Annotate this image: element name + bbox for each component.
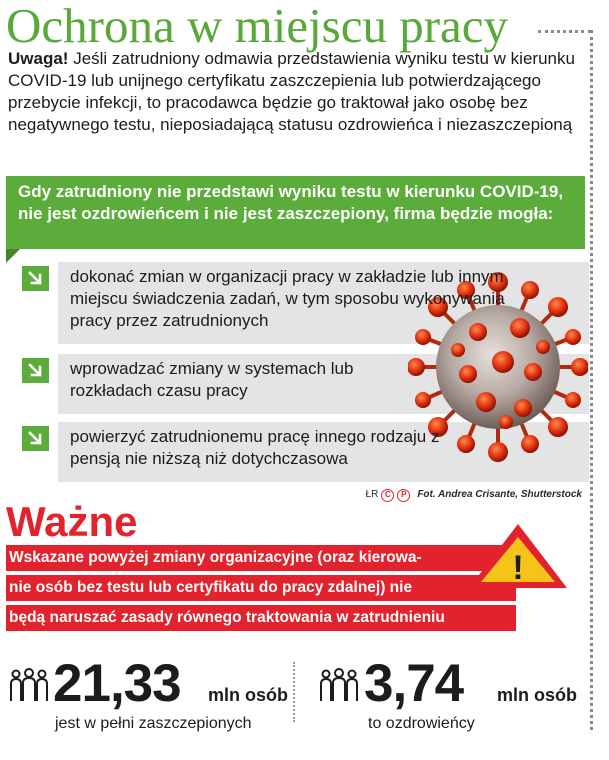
important-line: nie osób bez testu lub certyfikatu do pracy zdalnej) nie bbox=[6, 575, 516, 601]
photo-credit bbox=[342, 488, 582, 502]
intro-lead: Uwaga! bbox=[8, 49, 69, 68]
arrow-down-right-icon bbox=[22, 426, 49, 451]
list-item-text: powierzyć zatrudnionemu pracę innego rodzaju z pensją nie niższą niż dotychczasowa bbox=[70, 427, 440, 468]
warning-triangle-icon bbox=[466, 521, 570, 591]
stat-label: to ozdrowieńcy bbox=[368, 715, 475, 732]
credit-photo: Fot. Andrea Crisante, Shutterstock bbox=[417, 489, 582, 500]
intro-paragraph bbox=[8, 48, 588, 136]
side-dotted-rule bbox=[590, 30, 593, 730]
list-item-text: dokonać zmian w organizacji pracy w zakładzie lub innym miejscu świadczenia zadań, w tym sposobu wykonywania pracy przez zatrudnionych bbox=[70, 267, 505, 330]
copyright-c-icon: C bbox=[381, 489, 394, 502]
green-callout: Gdy zatrudniony nie przedstawi wyniku testu w kierunku COVID-19, nie jest ozdrowieńcem i nie jest zaszczepiony, firma będzie mogła: bbox=[6, 176, 585, 249]
title-dotted-rule bbox=[538, 30, 591, 33]
stat-label: jest w pełni zaszczepionych bbox=[55, 715, 252, 732]
list-item bbox=[58, 262, 589, 344]
warning-mark: ! bbox=[512, 549, 524, 587]
credit-author: ŁR bbox=[365, 489, 379, 500]
stat-divider bbox=[293, 662, 295, 722]
copyright-p-icon: P bbox=[397, 489, 410, 502]
green-callout-tail bbox=[6, 249, 20, 263]
list-item-text: wprowadzać zmiany w systemach lub rozkładach czasu pracy bbox=[70, 359, 354, 400]
arrow-down-right-icon bbox=[22, 358, 49, 383]
stat-value: 3,74 bbox=[364, 654, 464, 713]
people-group-icon bbox=[8, 668, 50, 702]
people-group-icon bbox=[318, 668, 360, 702]
important-heading: Ważne bbox=[6, 498, 138, 545]
page-title: Ochrona w miejscu pracy bbox=[6, 0, 509, 53]
stat-unit: mln osób bbox=[208, 685, 288, 705]
intro-text: Jeśli zatrudniony odmawia przedstawienia wyniku testu w kierunku COVID-19 lub unijnego certyfikatu zaszczepienia lub potwierdzającego przebycie infekcji, to pracodawca będzie go traktował jako osobę bez negatywnego testu, nieposiadającą statusu ozdrowieńca i niezaszczepioną bbox=[8, 49, 575, 134]
stat-unit: mln osób bbox=[497, 685, 577, 705]
important-line: będą naruszać zasady równego traktowania w zatrudnieniu bbox=[6, 605, 516, 631]
arrow-down-right-icon bbox=[22, 266, 49, 291]
stat-value: 21,33 bbox=[53, 654, 181, 713]
important-line: Wskazane powyżej zmiany organizacyjne (oraz kierowa- bbox=[6, 545, 516, 571]
